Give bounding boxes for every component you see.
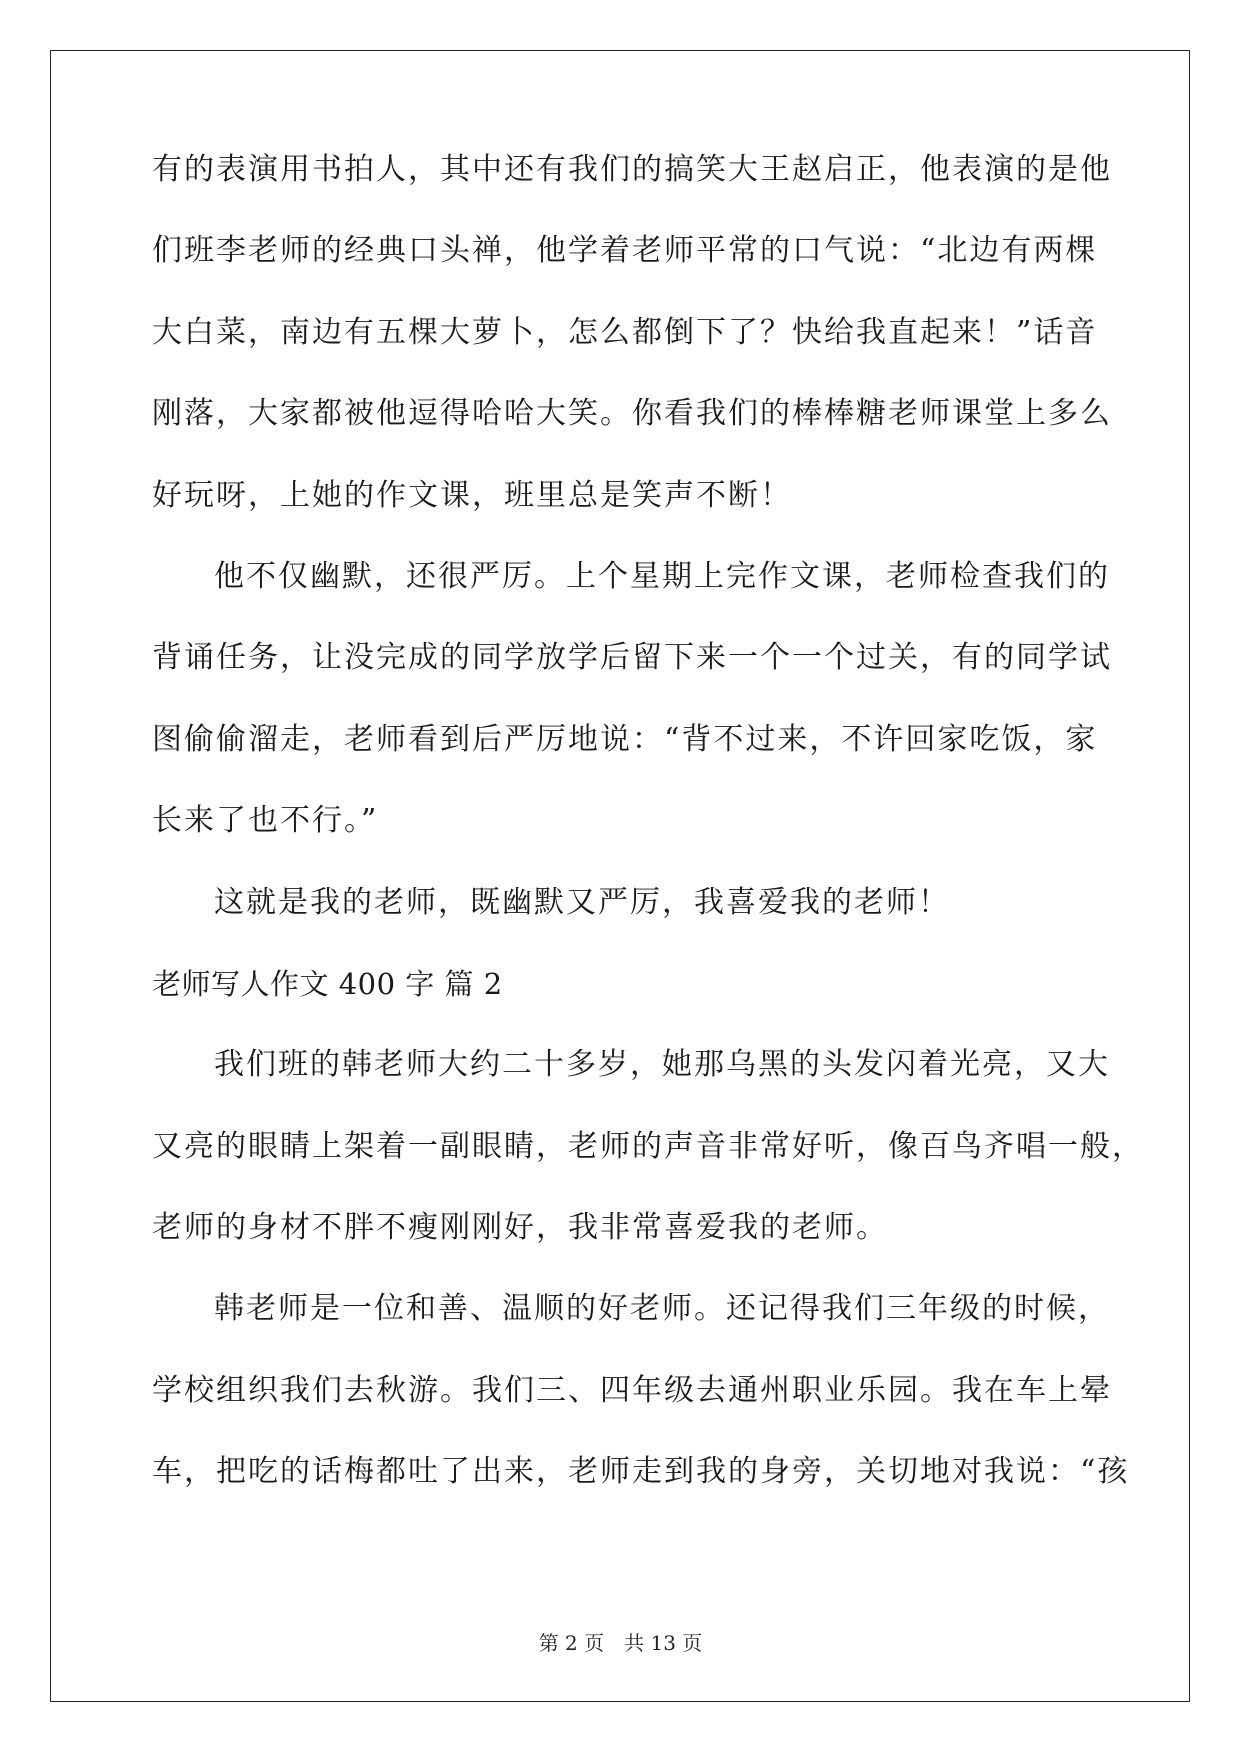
paragraph-line: 刚落，大家都被他逗得哈哈大笑。你看我们的棒棒糖老师课堂上多么 (152, 396, 1112, 432)
paragraph-line: 这就是我的老师，既幽默又严厉，我喜爱我的老师！ (214, 884, 950, 920)
paragraph-line: 们班李老师的经典口头禅，他学着老师平常的口气说：“北边有两棵 (152, 233, 1098, 269)
paragraph-line: 图偷偷溜走，老师看到后严厉地说：“背不过来，不许回家吃饭，家 (152, 721, 1098, 757)
paragraph-line: 大白菜，南边有五棵大萝卜，怎么都倒下了？快给我直起来！”话音 (152, 314, 1098, 350)
page-footer (0, 1631, 1241, 1655)
paragraph-line: 又亮的眼睛上架着一副眼睛，老师的声音非常好听，像百鸟齐唱一般， (152, 1128, 1144, 1164)
paragraph-line: 车，把吃的话梅都吐了出来，老师走到我的身旁，关切地对我说：“孩 (152, 1454, 1130, 1490)
paragraph-line: 他不仅幽默，还很严厉。上个星期上完作文课，老师检查我们的 (214, 558, 1110, 594)
section-heading: 老师写人作文 400 字 篇 2 (152, 966, 503, 1001)
total-pages: 共 13 页 (624, 1631, 703, 1655)
paragraph-line: 好玩呀，上她的作文课，班里总是笑声不断！ (152, 477, 792, 513)
paragraph-line: 长来了也不行。” (152, 803, 379, 839)
document-body (152, 150, 1144, 1534)
paragraph-line: 背诵任务，让没完成的同学放学后留下来一个一个过关，有的同学试 (152, 640, 1112, 676)
paragraph-line: 老师的身材不胖不瘦刚刚好，我非常喜爱我的老师。 (152, 1210, 888, 1246)
paragraph-line: 韩老师是一位和善、温顺的好老师。还记得我们三年级的时候， (214, 1291, 1110, 1327)
paragraph-line: 学校组织我们去秋游。我们三、四年级去通州职业乐园。我在车上晕 (152, 1372, 1112, 1408)
page-number: 第 2 页 (538, 1631, 605, 1655)
paragraph-line: 我们班的韩老师大约二十多岁，她那乌黑的头发闪着光亮，又大 (214, 1047, 1110, 1083)
paragraph-line: 有的表演用书拍人，其中还有我们的搞笑大王赵启正，他表演的是他 (152, 152, 1112, 187)
